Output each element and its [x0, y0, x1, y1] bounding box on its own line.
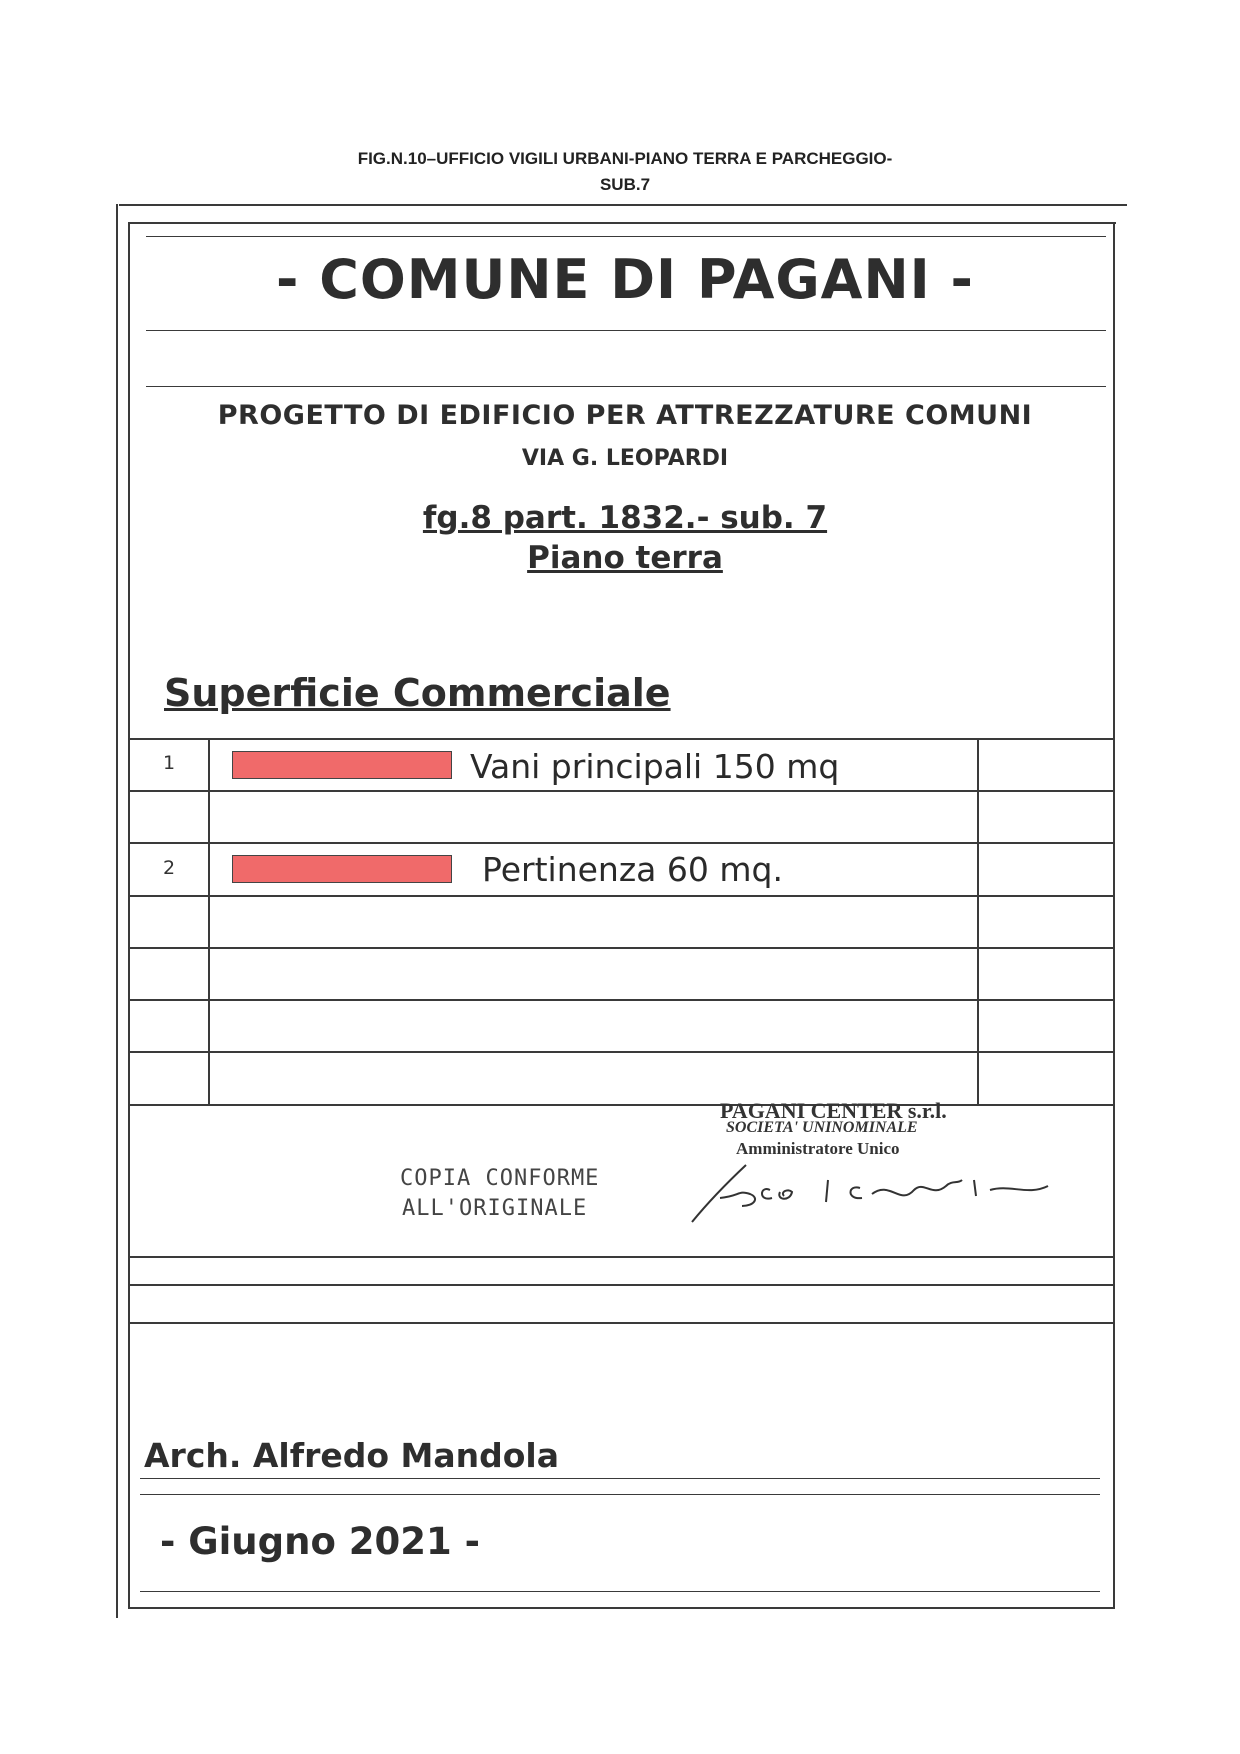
row-number: 1: [162, 752, 176, 774]
floor-label: Piano terra: [527, 540, 723, 576]
table-column-divider: [208, 738, 210, 1104]
footer-rule: [128, 1322, 1115, 1324]
title-rule-bottom: [146, 330, 1106, 331]
table-rule: [130, 1104, 1114, 1106]
company-stamp-type: SOCIETA' UNINOMINALE: [726, 1119, 918, 1136]
table-rule: [130, 842, 1114, 844]
table-rule: [130, 895, 1114, 897]
table-rule: [130, 1051, 1114, 1053]
row-label: Vani principali 150 mq: [470, 747, 840, 786]
figure-caption-line2: SUB.7: [599, 175, 651, 194]
inner-frame-right: [1113, 222, 1115, 1607]
table-rule: [130, 999, 1114, 1001]
figure-caption-line1: FIG.N.10–UFFICIO VIGILI URBANI-PIANO TERRA E PARCHEGGIO-: [357, 149, 893, 168]
row-number: 2: [162, 857, 176, 879]
project-address: VIA G. LEOPARDI: [521, 446, 729, 471]
signature-icon: [680, 1140, 1060, 1230]
footer-rule: [128, 1256, 1115, 1258]
cadastral-reference: fg.8 part. 1832.- sub. 7: [422, 500, 828, 536]
color-swatch: [232, 751, 452, 779]
date-rule-top: [140, 1494, 1100, 1495]
document-date: - Giugno 2021 -: [160, 1520, 480, 1563]
inner-frame-bottom: [128, 1607, 1115, 1609]
outer-frame-top: [119, 204, 1127, 206]
handwritten-note-line1: COPIA CONFORME: [400, 1166, 600, 1191]
color-swatch: [232, 855, 452, 883]
inner-frame-top: [128, 222, 1116, 224]
project-rule-top: [146, 386, 1106, 387]
table-rule: [130, 738, 1114, 740]
municipality-title: - COMUNE DI PAGANI -: [276, 248, 974, 311]
table-rule: [130, 947, 1114, 949]
inner-frame-left: [128, 222, 130, 1607]
architect-rule: [140, 1478, 1100, 1479]
footer-rule: [128, 1284, 1115, 1286]
figure-caption: [300, 146, 950, 198]
table-rule: [130, 790, 1114, 792]
company-stamp-name: PAGANI CENTER s.r.l.: [720, 1098, 947, 1123]
handwritten-note-line2: ALL'ORIGINALE: [402, 1196, 588, 1221]
outer-frame-left: [116, 204, 118, 1618]
title-rule-top: [146, 236, 1106, 237]
section-title: Superficie Commerciale: [164, 671, 671, 715]
table-column-divider: [977, 738, 979, 1104]
architect-name: Arch. Alfredo Mandola: [144, 1436, 560, 1475]
row-label: Pertinenza 60 mq.: [482, 850, 783, 889]
project-title: PROGETTO DI EDIFICIO PER ATTREZZATURE COMUNI: [217, 400, 1033, 431]
company-stamp-role: Amministratore Unico: [736, 1139, 900, 1158]
date-rule-bottom: [140, 1591, 1100, 1592]
